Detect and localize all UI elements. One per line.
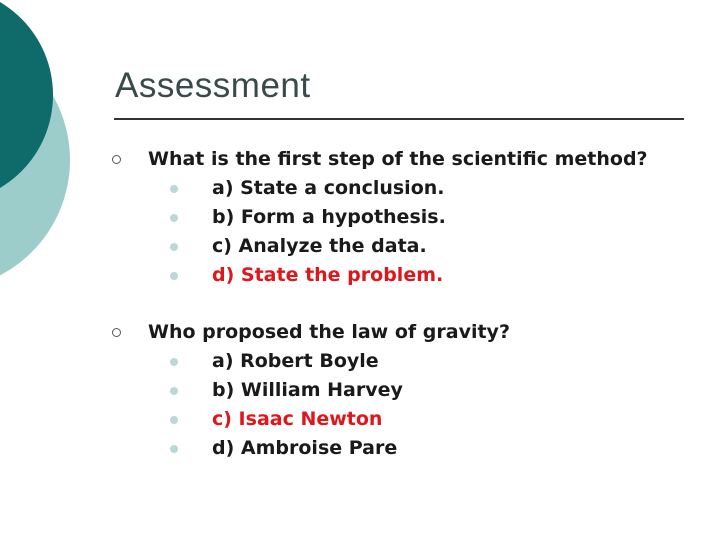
option-b: b) Form a hypothesis. — [212, 206, 446, 228]
dot-bullet-icon — [170, 214, 178, 222]
option-a: a) State a conclusion. — [212, 177, 445, 199]
option-a: a) Robert Boyle — [212, 350, 379, 372]
dot-bullet-icon — [170, 243, 178, 251]
decorative-circles — [0, 0, 90, 300]
question-text: Who proposed the law of gravity? — [148, 321, 510, 343]
dot-bullet-icon — [170, 387, 178, 395]
dot-bullet-icon — [170, 272, 178, 280]
question-text: What is the first step of the scientific method? — [148, 148, 648, 170]
option-c-correct-answer: c) Isaac Newton — [212, 408, 383, 430]
option-d-correct-answer: d) State the problem. — [212, 264, 444, 286]
dot-bullet-icon — [170, 416, 178, 424]
dot-bullet-icon — [170, 185, 178, 193]
dot-bullet-icon — [170, 445, 178, 453]
slide-title: Assessment — [115, 66, 311, 105]
dot-bullet-icon — [170, 358, 178, 366]
option-d: d) Ambroise Pare — [212, 437, 398, 459]
option-b: b) William Harvey — [212, 379, 403, 401]
option-c: c) Analyze the data. — [212, 235, 427, 257]
hollow-circle-bullet-icon — [112, 155, 121, 164]
title-underline — [114, 118, 684, 120]
hollow-circle-bullet-icon — [112, 328, 121, 337]
